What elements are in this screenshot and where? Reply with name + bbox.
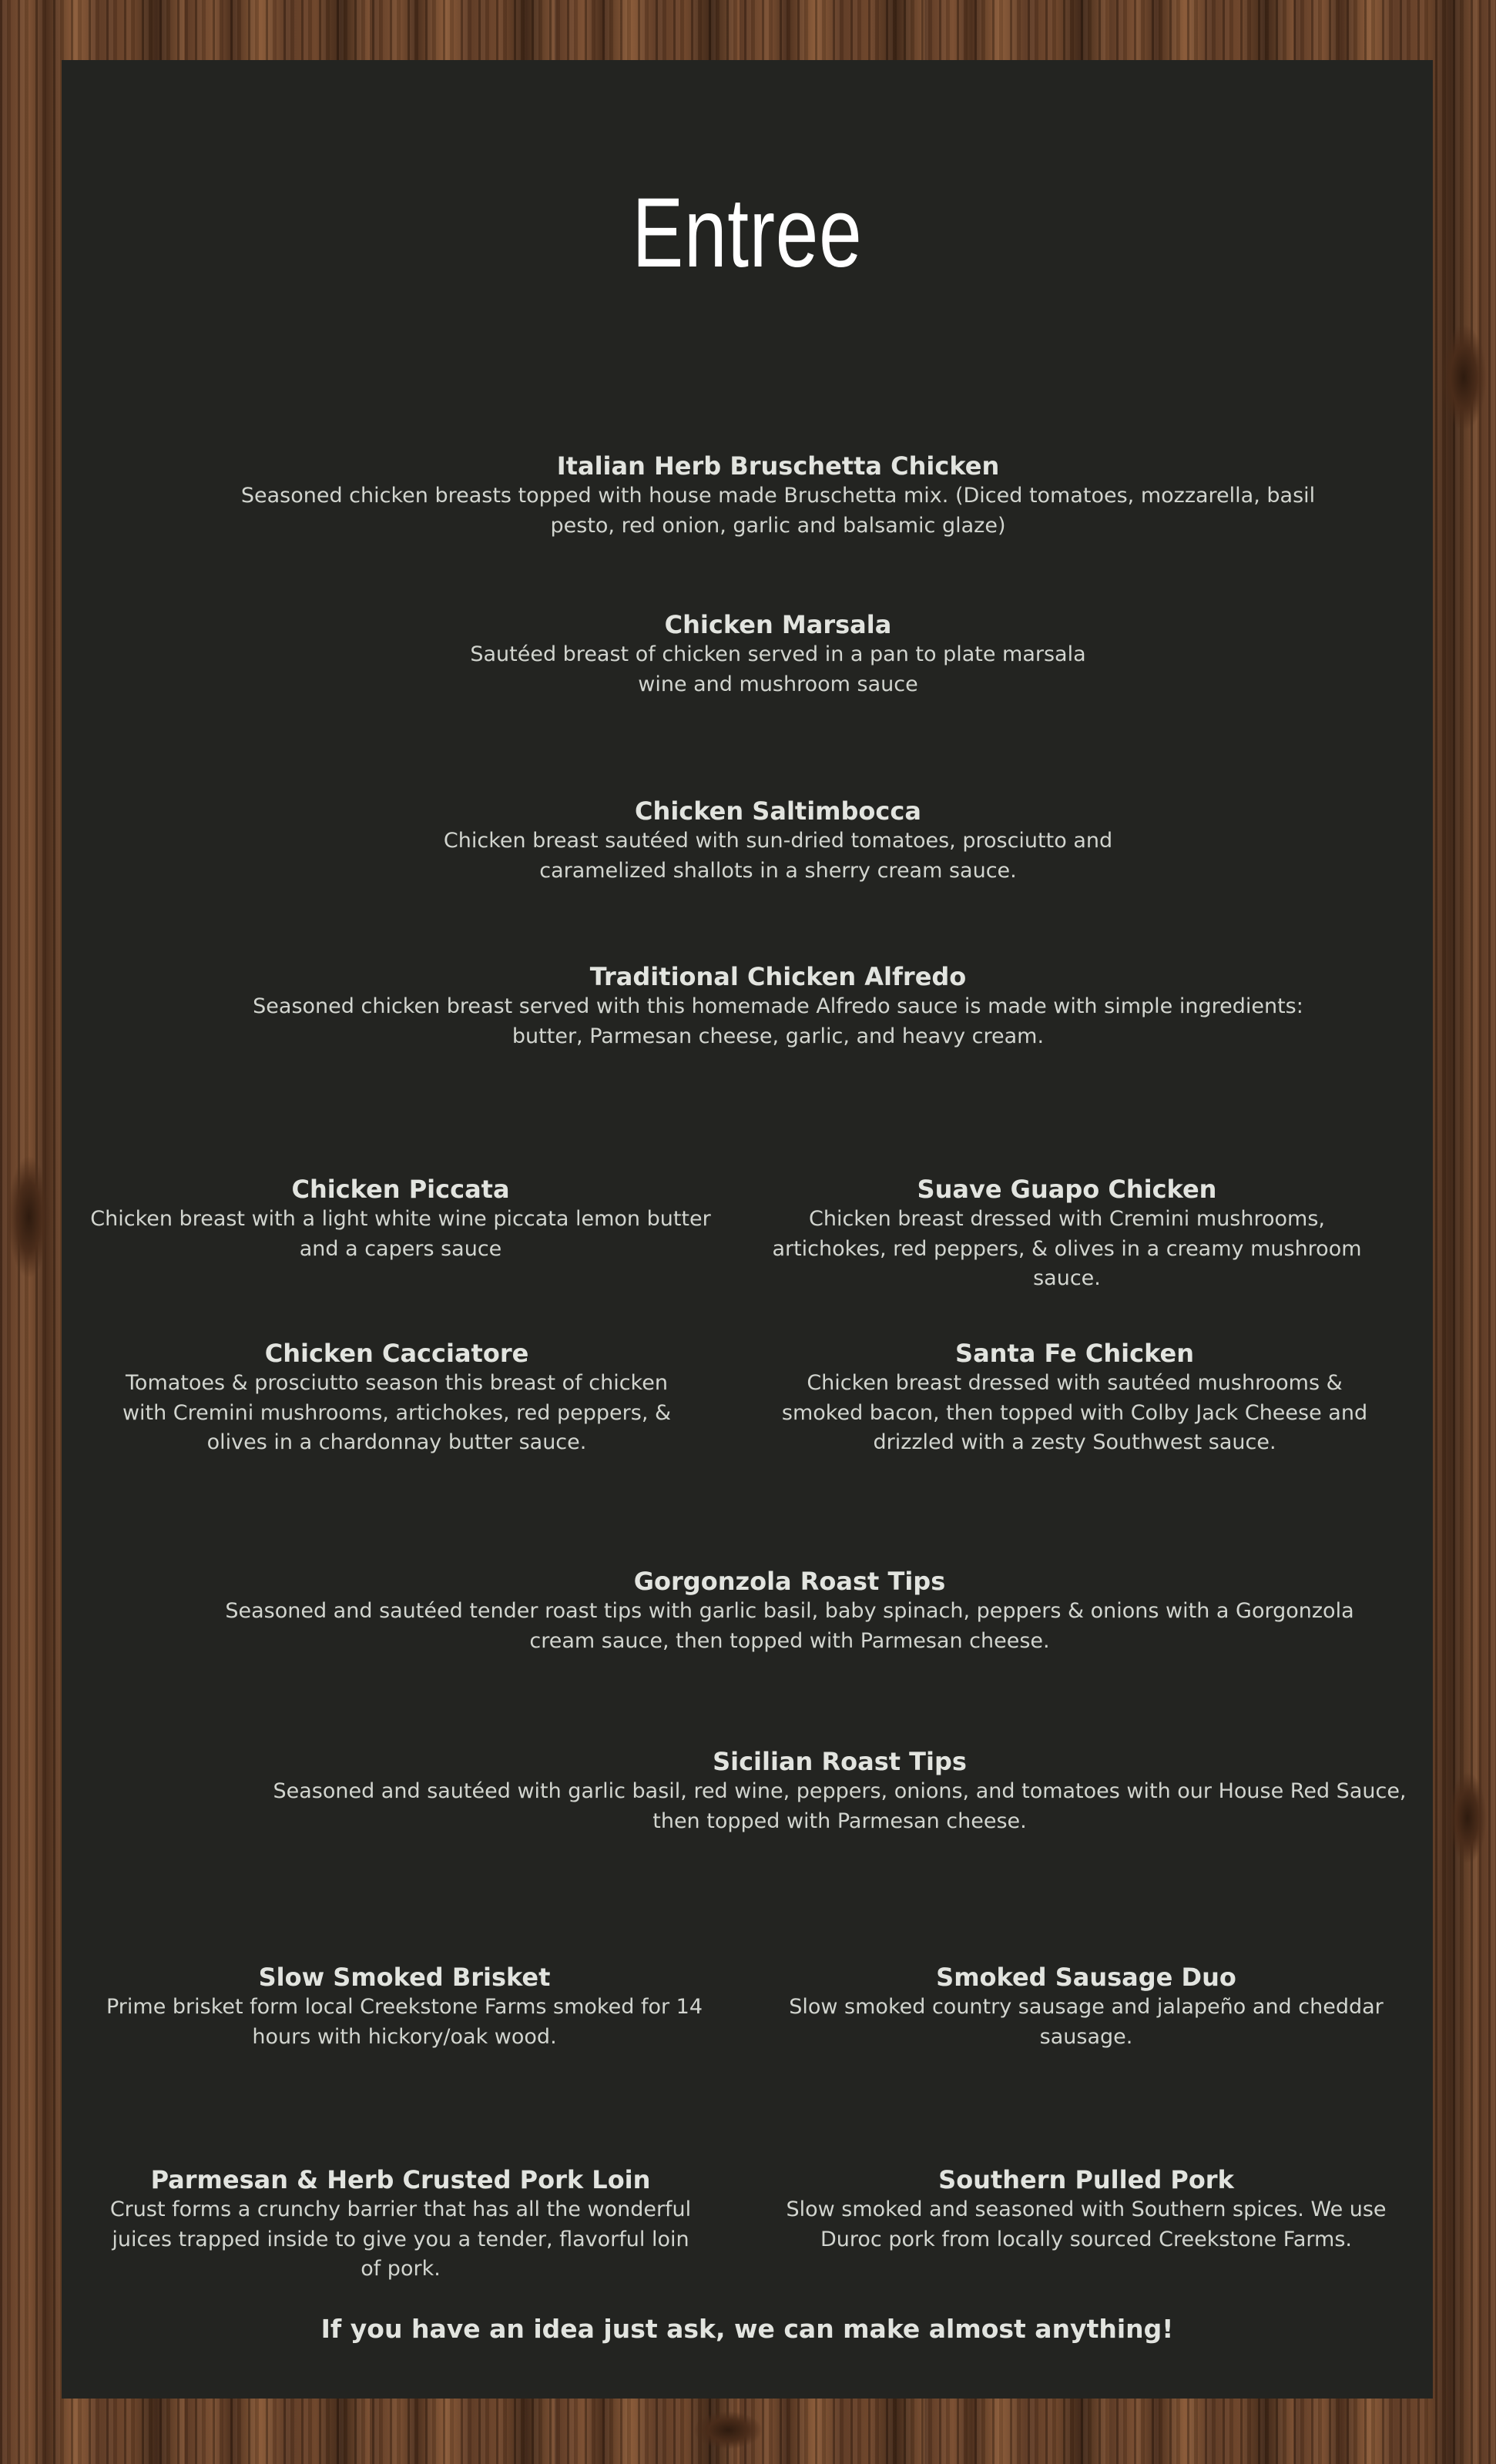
menu-item-name: Southern Pulled Pork xyxy=(938,2165,1234,2194)
menu-title: Entree xyxy=(632,178,863,288)
menu-item-name: Chicken Saltimbocca xyxy=(635,796,921,826)
menu-item-name: Chicken Piccata xyxy=(291,1175,510,1204)
wood-knot xyxy=(693,2411,763,2449)
menu-item xyxy=(108,2164,693,2285)
menu-item-name: Chicken Marsala xyxy=(664,610,892,639)
menu-item-description: Slow smoked and seasoned with Southern spices. We use Duroc pork from locally sourced Creekstone Farms. xyxy=(786,2197,1387,2251)
menu-item-description: Prime brisket form local Creekstone Farms smoked for 14 hours with hickory/oak wood. xyxy=(106,1995,703,2049)
menu-item-description: Chicken breast with a light white wine piccata lemon butter and a capers sauce xyxy=(90,1207,711,1261)
menu-item-description: Seasoned and sautéed with garlic basil, red wine, peppers, onions, and tomatoes with our House Red Sauce, then topped with Parmesan cheese. xyxy=(273,1779,1407,1833)
menu-item-description: Chicken breast dressed with Cremini mushrooms, artichokes, red peppers, & olives in a creamy mushroom sauce. xyxy=(772,1207,1362,1290)
wood-knot xyxy=(1448,1772,1487,1864)
menu-board xyxy=(62,60,1433,2399)
menu-item-description: Slow smoked country sausage and jalapeño and cheddar sausage. xyxy=(789,1995,1384,2049)
wood-knot xyxy=(8,1155,50,1279)
menu-item-description: Crust forms a crunchy barrier that has all the wonderful juices trapped inside to give you a tender, flavorful loin of pork. xyxy=(109,2197,692,2281)
menu-item-description: Seasoned chicken breast served with this homemade Alfredo sauce is made with simple ingredients: butter, Parmesan cheese, garlic, and heavy cream. xyxy=(253,994,1303,1048)
menu-item-description: Chicken breast sautéed with sun-dried tomatoes, prosciutto and caramelized shallots in a sherry cream sauce. xyxy=(443,829,1113,883)
menu-item xyxy=(759,1174,1375,1294)
menu-footer-note: If you have an idea just ask, we can make almost anything! xyxy=(320,2314,1174,2344)
menu-item-name: Suave Guapo Chicken xyxy=(917,1175,1217,1204)
menu-item xyxy=(104,1962,705,2052)
menu-item-description: Tomatoes & prosciutto season this breast of chicken with Cremini mushrooms, artichokes, red peppers, & olives in a chardonnay butter sauce. xyxy=(122,1371,672,1454)
menu-item xyxy=(447,609,1109,699)
menu-item xyxy=(786,1962,1387,2052)
menu-item-name: Sicilian Roast Tips xyxy=(713,1747,967,1776)
wood-knot xyxy=(1441,324,1487,431)
menu-item xyxy=(239,451,1317,541)
menu-item-description: Seasoned chicken breasts topped with house made Bruschetta mix. (Diced tomatoes, mozzarella, basil pesto, red onion, garlic and balsamic glaze) xyxy=(240,484,1316,538)
menu-item-name: Slow Smoked Brisket xyxy=(258,1963,551,1992)
menu-item xyxy=(416,796,1140,886)
menu-item-description: Seasoned and sautéed tender roast tips with garlic basil, baby spinach, peppers & onions with a Gorgonzola cream sauce, then topped with Parmesan cheese. xyxy=(225,1599,1354,1653)
menu-item xyxy=(766,2164,1406,2254)
menu-item-name: Parmesan & Herb Crusted Pork Loin xyxy=(150,2165,651,2194)
menu-item-name: Gorgonzola Roast Tips xyxy=(633,1567,946,1596)
menu-item xyxy=(262,1746,1417,1836)
menu-item-name: Santa Fe Chicken xyxy=(955,1339,1194,1368)
menu-item-name: Smoked Sausage Duo xyxy=(936,1963,1236,1992)
menu-item-name: Chicken Cacciatore xyxy=(264,1339,529,1368)
menu-item-description: Sautéed breast of chicken served in a pan to plate marsala wine and mushroom sauce xyxy=(470,642,1086,696)
menu-item xyxy=(193,1566,1387,1656)
menu-item xyxy=(231,961,1325,1051)
menu-item xyxy=(104,1338,689,1458)
menu-item-name: Traditional Chicken Alfredo xyxy=(589,962,967,991)
menu-item xyxy=(85,1174,716,1264)
menu-item-description: Chicken breast dressed with sautéed mushrooms & smoked bacon, then topped with Colby Jack Cheese and drizzled with a zesty Southwest sauce. xyxy=(781,1371,1368,1454)
menu-item xyxy=(774,1338,1375,1458)
menu-item-name: Italian Herb Bruschetta Chicken xyxy=(556,451,1000,481)
